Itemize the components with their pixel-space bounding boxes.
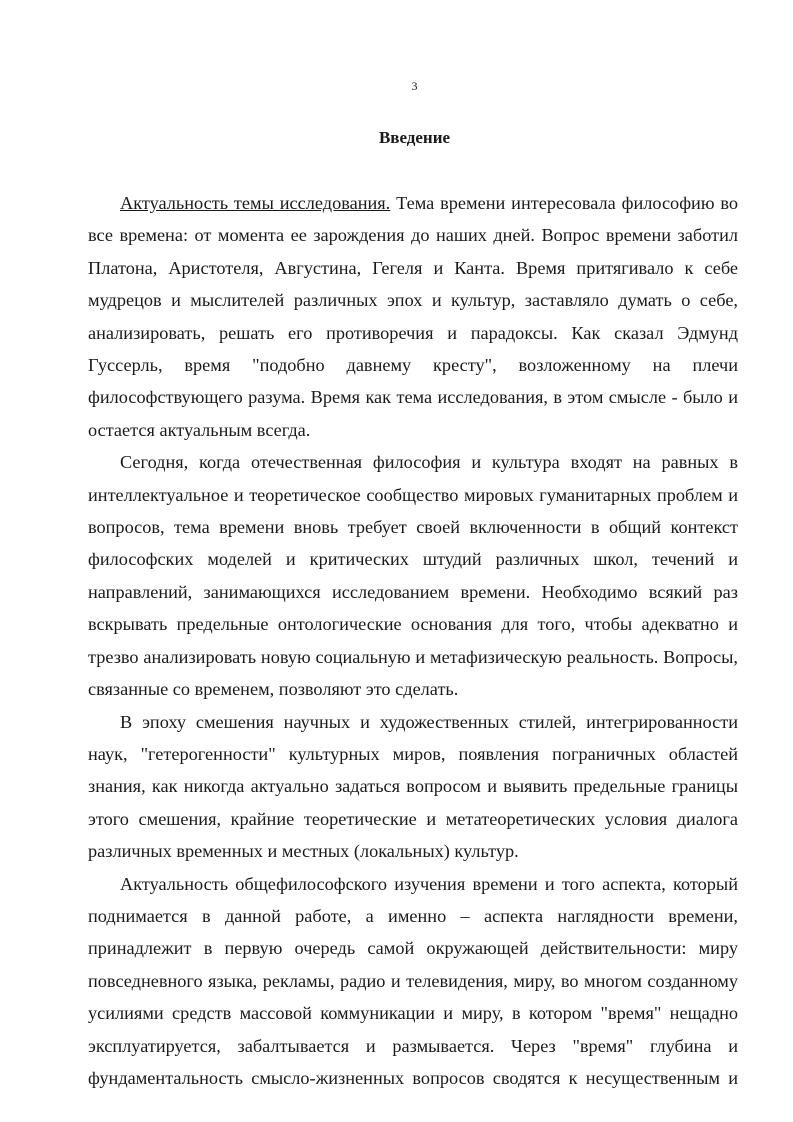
page-title: Введение xyxy=(378,128,451,147)
paragraph-today: Сегодня, когда отечественная философия и культура входят на равных в интеллектуальное и теоретическое сообщество мировых гуманитарных проблем и вопросов, тема времени вновь требует своей включенности в общий контекст философских моделей и критических штудий различных школ, течений и направлений, занимающихся исследованием времени. Необходимо всякий раз вскрывать предельные онтологические основания для того, чтобы адекватно и трезво анализировать новую социальную и метафизическую реальность. Вопросы, связанные со временем, позволяют это сделать. xyxy=(88,452,738,700)
page-number: 3 xyxy=(411,79,418,93)
body-text xyxy=(88,187,738,1094)
paragraph-general-relevance: Актуальность общефилософского изучения времени и того аспекта, который поднимается в данной работе, а именно – аспекта наглядности времени, принадлежит в первую очередь самой окружающей действительности: миру повседневного языка, рекламы, радио и телевидения, миру, во многом созданному усилиями средств массовой коммуникации и миру, в котором "время" нещадно эксплуатируется, забалтывается и размывается. Через "время" глубина и фундаментальность смысло-жизненных вопросов сводятся к несущественным и xyxy=(88,873,738,1088)
paragraph-text: Тема времени интересовала философию во все времена: от момента ее зарождения до наших дней. Вопрос времени заботил Платона, Аристотеля, Августина, Гегеля и Канта. Время притягивало к себе мудрецов и мыслителей различных эпох и культур, заставляло думать о себе, анализировать, решать его противоречия и парадоксы. Как сказал Эдмунд Гуссерль, время "подобно давнему кресту", возложенному на плечи философствующего разума. Время как тема исследования, в этом смысле - было и остается актуальным всегда. xyxy=(88,193,739,440)
relevance-heading: Актуальность темы исследования. xyxy=(120,193,391,213)
paragraph-epoch: В эпоху смешения научных и художественных стилей, интегрированности наук, "гетерогенности" культурных миров, появления пограничных областей знания, как никогда актуально задаться вопросом и выявить предельные границы этого смешения, крайние теоретические и метатеоретических условия диалога различных временных и местных (локальных) культур. xyxy=(88,711,738,862)
paragraph-relevance xyxy=(88,187,738,446)
